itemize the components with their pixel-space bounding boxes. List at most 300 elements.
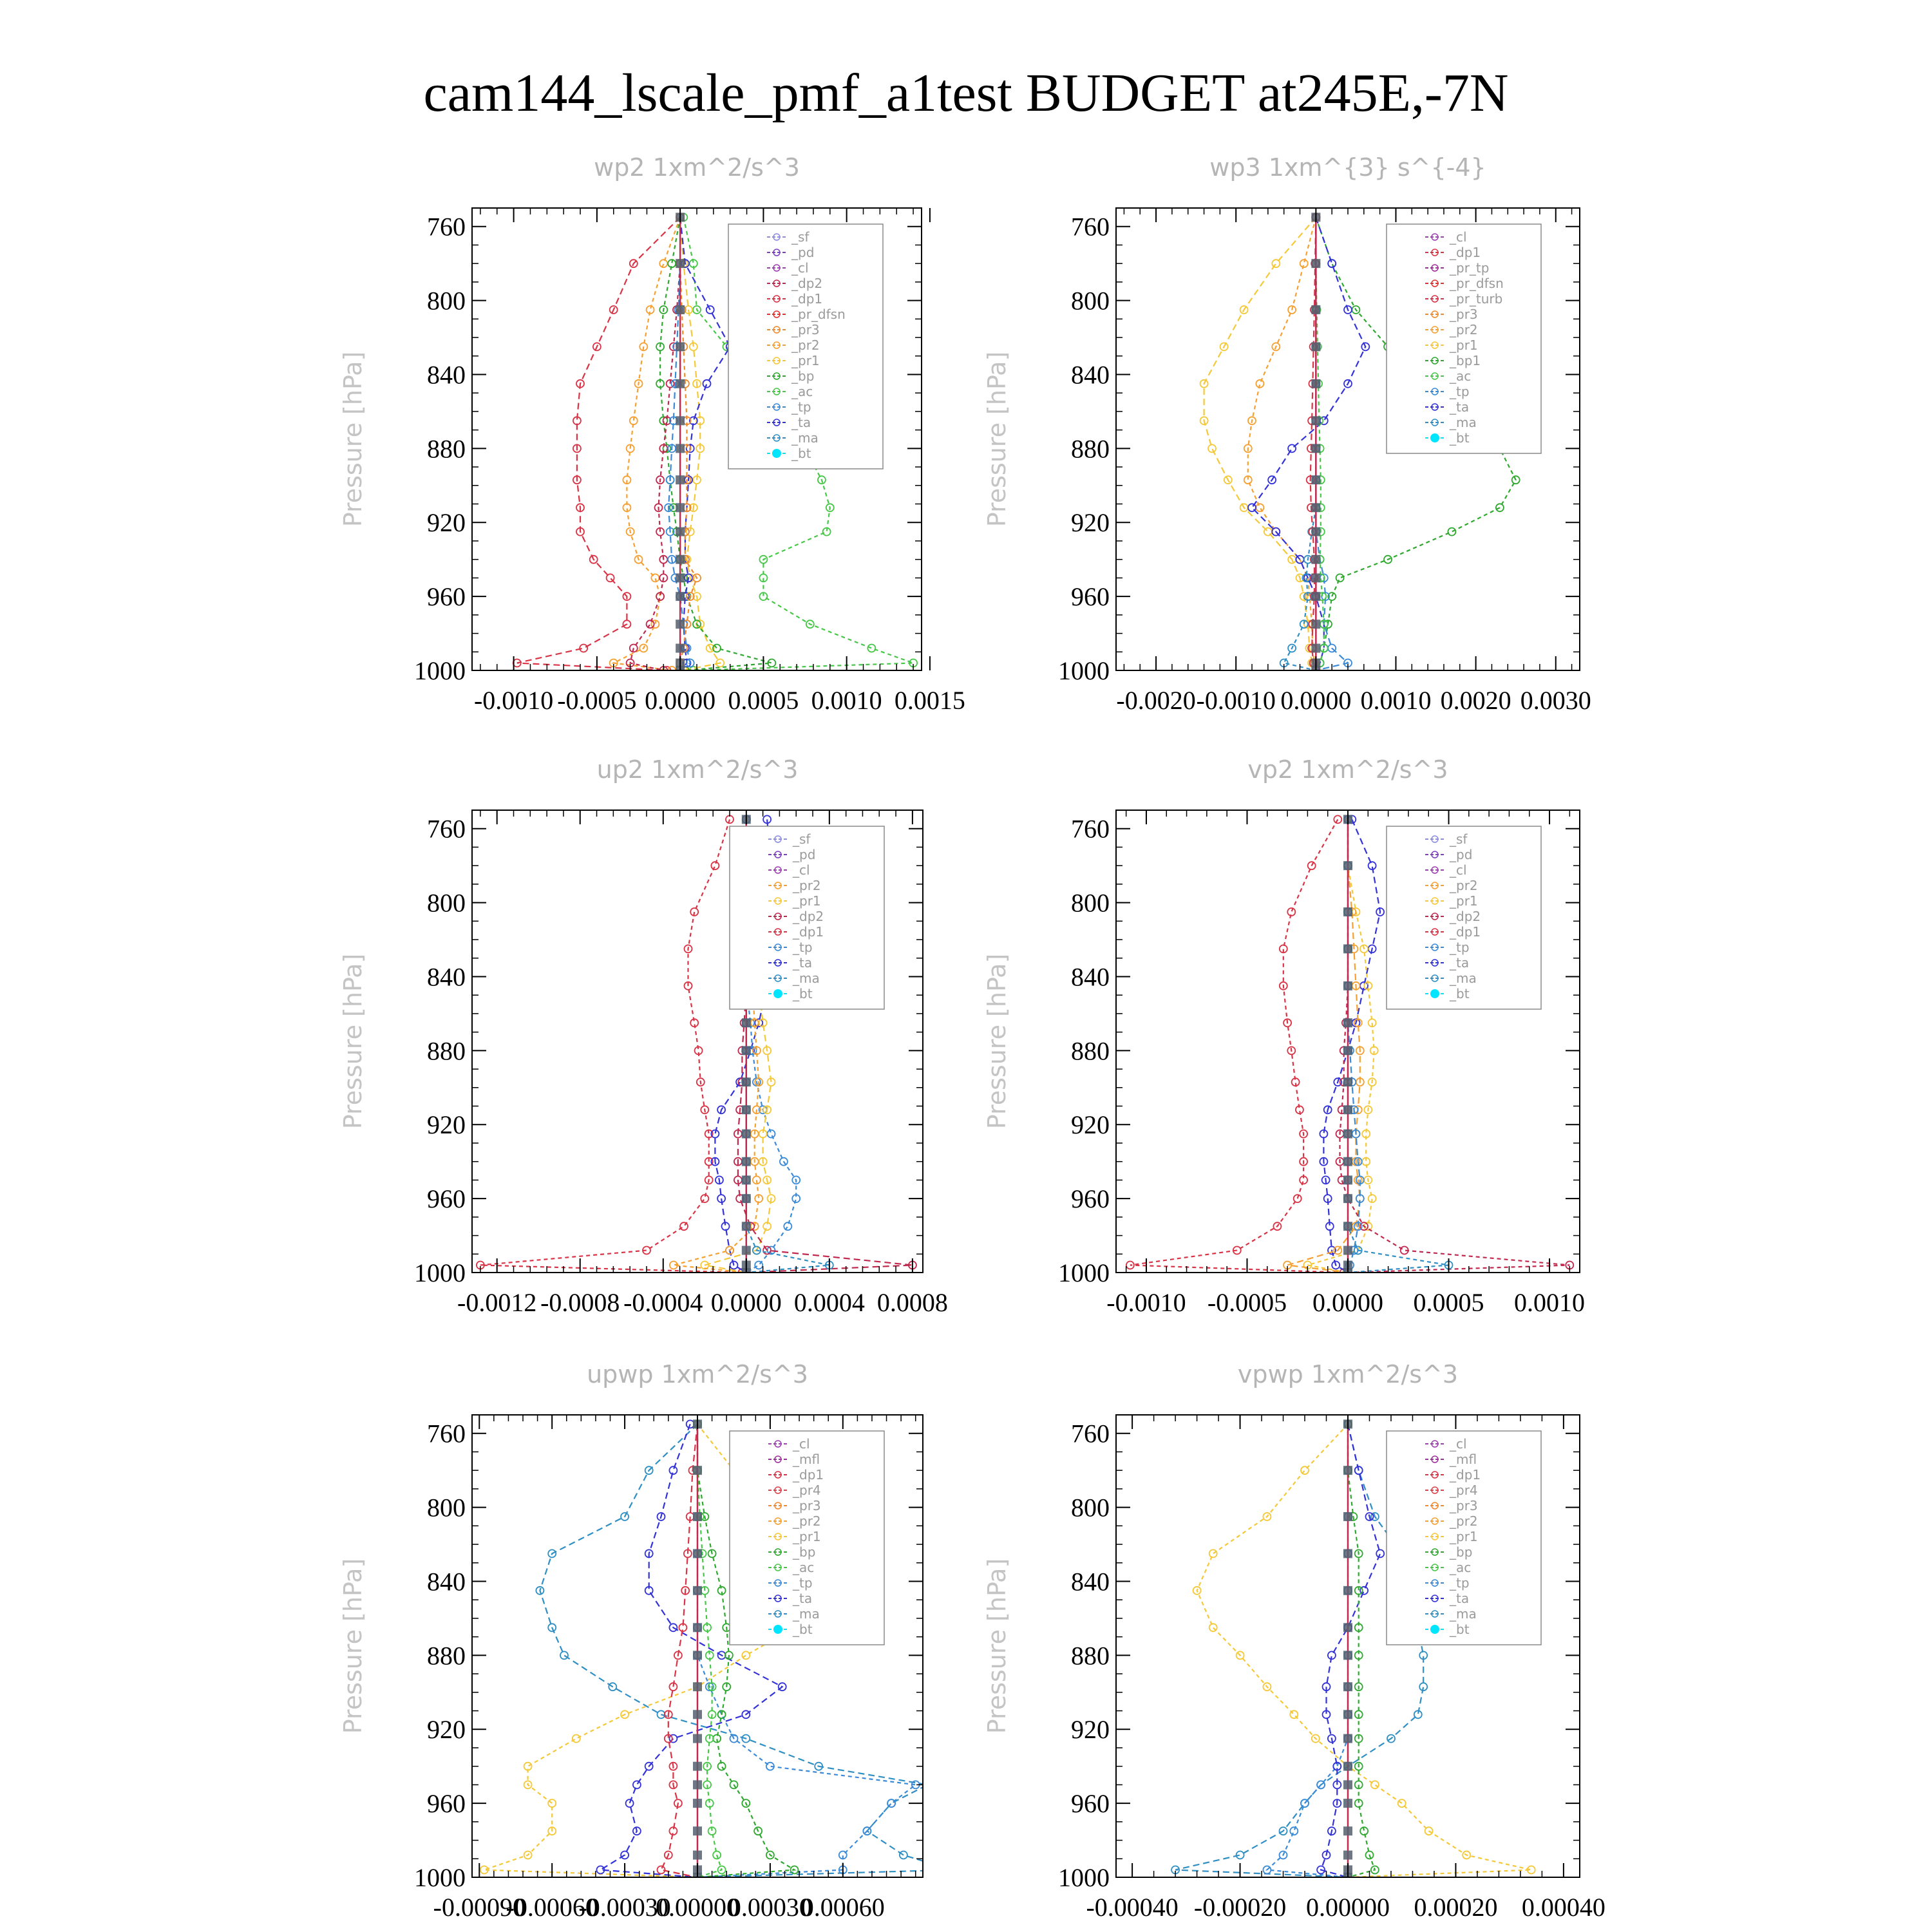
legend-label-sf: _sf: [793, 831, 811, 847]
y-axis-label: Pressure [hPa]: [983, 953, 1011, 1130]
series-point-dp1: [607, 574, 614, 582]
legend-label-dp1: _dp1: [791, 291, 823, 307]
x-tick-label: -0.0008: [540, 1288, 620, 1317]
panel-title: vp2 1xm^2/s^3: [1247, 755, 1448, 784]
zero-marker: [1343, 1682, 1352, 1691]
series-point-ac: [867, 645, 875, 652]
zero-marker: [1343, 1762, 1352, 1771]
zero-marker: [1311, 620, 1320, 629]
x-tick-label: -0.00030: [578, 1893, 671, 1922]
series-point-pr1: [1209, 1549, 1217, 1557]
zero-marker: [676, 416, 685, 425]
zero-marker: [1311, 644, 1320, 653]
zero-marker: [676, 592, 685, 601]
legend: [730, 1431, 884, 1645]
zero-marker: [1343, 1105, 1352, 1114]
legend-marker-bt: [1430, 433, 1439, 442]
zero-marker: [1343, 907, 1352, 916]
series-point-ta: [703, 380, 711, 388]
zero-marker: [693, 1780, 702, 1789]
y-tick-label: 920: [1071, 508, 1110, 538]
legend: [730, 826, 884, 1009]
legend-label-ta: _ta: [791, 415, 811, 430]
zero-marker: [1311, 475, 1320, 484]
legend-label-sf: _sf: [1450, 831, 1468, 847]
zero-marker: [1343, 1194, 1352, 1203]
y-axis-label: Pressure [hPa]: [339, 351, 367, 527]
series-point-pr2: [659, 260, 667, 267]
zero-marker: [693, 1682, 702, 1691]
y-tick-label: 800: [427, 286, 466, 316]
x-tick-label: 0.0008: [876, 1288, 948, 1317]
legend-marker-bt: [772, 449, 781, 458]
y-tick-label: 840: [1071, 962, 1110, 992]
y-axis-label: Pressure [hPa]: [339, 1558, 367, 1734]
legend-marker-bt: [1430, 989, 1439, 998]
series-point-tp: [887, 1799, 895, 1807]
zero-marker: [1343, 981, 1352, 990]
zero-marker: [1343, 1826, 1352, 1835]
zero-marker: [1343, 861, 1352, 870]
legend-label-pr1: _pr1: [1450, 1529, 1478, 1544]
legend-label-cl: _cl: [1450, 862, 1467, 878]
zero-marker: [1311, 342, 1320, 351]
legend-label-dp2: _dp2: [793, 909, 824, 924]
legend-marker-bt: [773, 1625, 782, 1634]
series-point-pr1: [1209, 1624, 1217, 1631]
legend-label-tp: _tp: [1450, 940, 1470, 955]
legend-label-bt: _bt: [1450, 986, 1470, 1001]
series-point-dp1: [680, 1222, 688, 1230]
legend-label-dp2: _dp2: [1450, 909, 1481, 924]
x-tick-label: 0.00000: [1306, 1893, 1390, 1922]
legend-label-pr4: _pr4: [1450, 1482, 1478, 1498]
series-line-dp1: [1130, 819, 1344, 1273]
series-point-pr1: [1208, 444, 1216, 452]
series-line-ta: [1323, 819, 1380, 1273]
zero-marker: [1311, 416, 1320, 425]
series-line-pr2: [614, 217, 680, 670]
x-tick-label: -0.0020: [1116, 686, 1196, 715]
x-tick-label: -0.0005: [1207, 1288, 1287, 1317]
legend-label-pr2: _pr2: [1450, 878, 1478, 893]
x-tick-label: -0.00090: [433, 1893, 526, 1922]
series-point-pr1: [573, 1735, 580, 1743]
y-tick-label: 840: [1071, 360, 1110, 390]
zero-marker: [742, 1105, 751, 1114]
series-point-ma: [948, 1866, 956, 1874]
zero-marker: [1343, 1046, 1352, 1055]
zero-marker: [1311, 573, 1320, 582]
legend-label-dp1: _dp1: [1450, 245, 1481, 260]
x-tick-label: 0.00030: [728, 1893, 812, 1922]
legend-label-pr3: _pr3: [1450, 307, 1478, 322]
series-line-ta: [1321, 1424, 1380, 1877]
panel-title: up2 1xm^2/s^3: [596, 755, 799, 784]
legend-label-pr-dfsn: _pr_dfsn: [791, 307, 846, 322]
y-tick-label: 840: [427, 1567, 466, 1596]
legend-label-pr-dfsn: _pr_dfsn: [1450, 276, 1504, 291]
legend-label-pr2: _pr2: [793, 878, 821, 893]
zero-marker: [693, 1851, 702, 1860]
y-tick-label: 920: [427, 508, 466, 538]
legend-label-ta: _ta: [1450, 399, 1470, 415]
series-point-pr1: [548, 1799, 556, 1807]
series-point-dp1: [711, 862, 719, 869]
zero-marker: [693, 1623, 702, 1632]
zero-marker: [1343, 1175, 1352, 1184]
zero-marker: [742, 1175, 751, 1184]
series-line-dp1: [480, 819, 743, 1273]
zero-marker: [1311, 503, 1320, 512]
zero-marker: [676, 620, 685, 629]
zero-marker: [693, 1549, 702, 1558]
legend-label-bt: _bt: [791, 446, 811, 461]
legend: [1387, 1431, 1541, 1645]
x-tick-label: 0.0010: [1514, 1288, 1586, 1317]
zero-marker: [1311, 379, 1320, 388]
zero-marker: [1343, 1077, 1352, 1086]
zero-marker: [742, 1130, 751, 1139]
series-point-ma: [924, 1781, 932, 1788]
legend-label-pr2: _pr2: [1450, 1513, 1478, 1529]
y-tick-label: 1000: [414, 1863, 466, 1892]
panel-title: wp2 1xm^2/s^3: [594, 153, 800, 182]
legend-label-pr2: _pr2: [1450, 322, 1478, 337]
y-tick-label: 960: [427, 582, 466, 612]
zero-marker: [1343, 1851, 1352, 1860]
zero-marker: [1343, 1799, 1352, 1808]
y-tick-label: 880: [427, 434, 466, 464]
legend-label-bt: _bt: [793, 1622, 813, 1637]
series-point-pr2: [1256, 504, 1264, 511]
legend-label-ac: _ac: [1450, 368, 1472, 384]
zero-marker: [1311, 555, 1320, 564]
legend: [1387, 224, 1541, 453]
legend-label-cl: _cl: [791, 260, 809, 276]
series-point-bp1: [1448, 528, 1455, 536]
y-tick-label: 800: [427, 1493, 466, 1522]
legend-label-pr2: _pr2: [793, 1513, 821, 1529]
series-line-pr2: [1248, 217, 1316, 670]
panel-up2: [339, 755, 948, 1317]
zero-marker: [693, 1466, 702, 1475]
zero-marker: [1343, 944, 1352, 953]
x-tick-label: -0.00040: [1086, 1893, 1179, 1922]
y-axis-label: Pressure [hPa]: [339, 953, 367, 1130]
legend-label-pd: _pd: [793, 847, 816, 862]
zero-marker: [693, 1799, 702, 1808]
legend-label-pr3: _pr3: [791, 322, 820, 337]
zero-marker: [742, 1157, 751, 1166]
x-tick-label: 0.0000: [645, 686, 716, 715]
zero-marker: [742, 1046, 751, 1055]
zero-marker: [693, 1734, 702, 1743]
x-tick-label: 0.0000: [710, 1288, 782, 1317]
legend-label-bp: _bp: [1450, 1544, 1473, 1560]
y-tick-label: 1000: [1058, 656, 1110, 685]
legend-label-pr1: _pr1: [1450, 893, 1478, 909]
y-tick-label: 840: [1071, 1567, 1110, 1596]
legend-label-ma: _ma: [791, 430, 819, 446]
legend-label-pd: _pd: [1450, 847, 1473, 862]
y-tick-label: 920: [1071, 1110, 1110, 1140]
legend-label-ac: _ac: [1450, 1560, 1472, 1575]
y-tick-label: 760: [1071, 1419, 1110, 1448]
zero-marker: [1343, 1710, 1352, 1719]
legend-label-bt: _bt: [1450, 430, 1470, 446]
legend-label-cl: _cl: [1450, 1436, 1467, 1452]
zero-marker: [1343, 1018, 1352, 1027]
legend-label-tp: _tp: [793, 940, 813, 955]
legend-label-pr3: _pr3: [793, 1498, 821, 1513]
y-tick-label: 880: [427, 1036, 466, 1066]
legend-label-dp2: _dp2: [791, 276, 823, 291]
legend-label-pr1: _pr1: [793, 893, 821, 909]
zero-marker: [1343, 1512, 1352, 1521]
zero-marker: [1311, 444, 1320, 453]
legend-label-ta: _ta: [1450, 1591, 1470, 1606]
y-tick-label: 960: [427, 1789, 466, 1819]
x-tick-label: -0.0012: [457, 1288, 537, 1317]
legend-label-bp: _bp: [793, 1544, 816, 1560]
legend-label-cl: _cl: [1450, 229, 1467, 245]
series-point-pr1: [742, 1651, 750, 1659]
legend-label-bp: _bp: [791, 368, 815, 384]
x-tick-label: 0.0005: [1413, 1288, 1484, 1317]
y-axis-label: Pressure [hPa]: [983, 351, 1011, 527]
legend-label-dp1: _dp1: [1450, 1467, 1481, 1482]
zero-marker: [1343, 1549, 1352, 1558]
zero-marker: [676, 342, 685, 351]
series-line-dp1: [1311, 217, 1316, 670]
x-tick-label: 0.0004: [793, 1288, 865, 1317]
series-point-bp1: [1336, 574, 1344, 582]
legend-label-cl: _cl: [793, 862, 810, 878]
x-tick-label: 0.0020: [1440, 686, 1511, 715]
panel-wp3: [983, 153, 1591, 715]
y-tick-label: 760: [427, 1419, 466, 1448]
legend-label-pr1: _pr1: [793, 1529, 821, 1544]
series-point-ma: [560, 1651, 568, 1659]
series-line-bp: [1348, 1424, 1375, 1877]
zero-marker: [693, 1826, 702, 1835]
zero-marker: [1343, 1651, 1352, 1660]
legend-label-ma: _ma: [1450, 971, 1477, 986]
series-point-ta: [1376, 1549, 1384, 1557]
x-tick-label: -0.0005: [557, 686, 637, 715]
y-tick-label: 760: [1071, 814, 1110, 844]
series-line-ma: [1284, 217, 1316, 670]
panel-title: wp3 1xm^{3} s^{-4}: [1209, 153, 1486, 182]
zero-marker: [693, 1651, 702, 1660]
legend-label-pr4: _pr4: [793, 1482, 821, 1498]
series-line-pr1: [1204, 217, 1316, 670]
zero-marker: [1311, 527, 1320, 536]
zero-marker: [1343, 1623, 1352, 1632]
zero-marker: [693, 1710, 702, 1719]
y-tick-label: 800: [1071, 888, 1110, 918]
zero-marker: [1311, 305, 1320, 314]
panel-vpwp: [983, 1360, 1605, 1922]
y-tick-label: 880: [1071, 1036, 1110, 1066]
panels: [339, 153, 1605, 1922]
y-tick-label: 960: [1071, 1184, 1110, 1214]
zero-marker: [1311, 592, 1320, 601]
figure-title: cam144_lscale_pmf_a1test BUDGET at245E,-7N: [423, 63, 1509, 123]
series-line-dp1: [661, 1424, 698, 1877]
zero-marker: [676, 475, 685, 484]
legend-label-pr-tp: _pr_tp: [1450, 260, 1490, 276]
y-tick-label: 920: [427, 1715, 466, 1745]
y-tick-label: 760: [427, 814, 466, 844]
x-tick-label: 0.00020: [1414, 1893, 1498, 1922]
zero-marker: [1343, 1780, 1352, 1789]
series-line-pr3: [680, 217, 697, 670]
legend-label-dp1: _dp1: [793, 1467, 824, 1482]
zero-marker: [1343, 1586, 1352, 1595]
x-tick-label: 0.0030: [1520, 686, 1591, 715]
legend-label-mfl: _mfl: [793, 1452, 820, 1467]
series-point-tp: [768, 1130, 775, 1138]
legend-label-cl: _cl: [793, 1436, 810, 1452]
legend-label-pr-turb: _pr_turb: [1450, 291, 1503, 307]
zero-marker: [676, 259, 685, 268]
zero-marker: [693, 1512, 702, 1521]
series-point-pr1: [1290, 1710, 1298, 1718]
x-tick-label: 0.00040: [1521, 1893, 1605, 1922]
x-tick-label: 0.0005: [728, 686, 799, 715]
y-tick-label: 960: [1071, 1789, 1110, 1819]
series-point-pr1: [1301, 1466, 1309, 1474]
y-tick-label: 1000: [414, 656, 466, 685]
legend-label-ta: _ta: [1450, 955, 1470, 971]
y-tick-label: 880: [427, 1641, 466, 1671]
zero-marker: [742, 1194, 751, 1203]
legend: [1387, 826, 1541, 1009]
legend-marker-bt: [1430, 1625, 1439, 1634]
zero-marker: [676, 379, 685, 388]
legend-label-tp: _tp: [1450, 384, 1470, 399]
zero-marker: [676, 555, 685, 564]
y-tick-label: 760: [1071, 212, 1110, 242]
y-tick-label: 800: [1071, 286, 1110, 316]
y-tick-label: 960: [1071, 582, 1110, 612]
zero-marker: [1343, 1466, 1352, 1475]
zero-marker: [676, 527, 685, 536]
x-tick-label: 0.0010: [1360, 686, 1432, 715]
zero-marker: [1343, 1246, 1352, 1255]
legend-label-pr1: _pr1: [1450, 337, 1478, 353]
panel-title: upwp 1xm^2/s^3: [587, 1360, 808, 1388]
y-tick-label: 760: [427, 212, 466, 242]
legend-label-pr2: _pr2: [791, 337, 820, 353]
legend-label-ac: _ac: [791, 384, 813, 399]
zero-marker: [676, 503, 685, 512]
zero-marker: [1311, 259, 1320, 268]
x-tick-label: 0.0015: [894, 686, 965, 715]
y-tick-label: 920: [427, 1110, 466, 1140]
x-tick-label: -0.0010: [473, 686, 554, 715]
y-tick-label: 840: [427, 962, 466, 992]
x-tick-label: 0.00000: [656, 1893, 739, 1922]
legend-label-bt: _bt: [1450, 1622, 1470, 1637]
zero-marker: [676, 305, 685, 314]
zero-marker: [1343, 1734, 1352, 1743]
series-point-dp1: [1287, 908, 1295, 916]
series-line-pr2: [1287, 819, 1360, 1273]
legend-label-pr1: _pr1: [791, 353, 820, 368]
series-point-pr1: [1398, 1799, 1406, 1807]
x-tick-label: -0.00020: [1193, 1893, 1287, 1922]
y-tick-label: 1000: [1058, 1863, 1110, 1892]
y-tick-label: 1000: [414, 1258, 466, 1287]
zero-marker: [676, 644, 685, 653]
legend-marker-bt: [773, 989, 782, 998]
legend-label-ac: _ac: [793, 1560, 815, 1575]
panel-wp2: [339, 153, 965, 715]
series-point-ta: [1288, 444, 1296, 452]
series-line-ta: [1252, 217, 1365, 670]
series-line-pr1: [1307, 819, 1374, 1273]
series-point-tp: [755, 1262, 762, 1269]
series-point-ta: [1328, 260, 1336, 267]
series-line-ta: [680, 217, 730, 670]
legend: [728, 224, 883, 469]
series-point-pr1: [1371, 1781, 1379, 1788]
y-tick-label: 920: [1071, 1715, 1110, 1745]
zero-marker: [676, 573, 685, 582]
legend-label-ma: _ma: [1450, 415, 1477, 430]
series-point-tp: [784, 1222, 791, 1230]
legend-label-tp: _tp: [793, 1575, 813, 1591]
legend-label-tp: _tp: [791, 399, 811, 415]
series-line-dp1: [517, 217, 680, 670]
zero-marker: [742, 1222, 751, 1231]
panel-upwp: [339, 1360, 956, 1922]
legend-label-ta: _ta: [793, 955, 813, 971]
legend-label-bp1: _bp1: [1450, 353, 1481, 368]
series-point-pr1: [1272, 260, 1280, 267]
series-point-dp2: [647, 620, 654, 628]
zero-marker: [693, 1586, 702, 1595]
y-tick-label: 1000: [1058, 1258, 1110, 1287]
series-point-ta: [1248, 504, 1256, 511]
legend-label-ma: _ma: [1450, 1606, 1477, 1622]
series-point-ta: [633, 1781, 641, 1788]
x-tick-label: -0.00060: [506, 1893, 598, 1922]
x-tick-label: -0.0010: [1106, 1288, 1186, 1317]
y-tick-label: 800: [427, 888, 466, 918]
panel-title: vpwp 1xm^2/s^3: [1237, 1360, 1459, 1388]
legend-label-ta: _ta: [793, 1591, 813, 1606]
y-axis-label: Pressure [hPa]: [983, 1558, 1011, 1734]
legend-label-ma: _ma: [793, 971, 820, 986]
legend-label-sf: _sf: [791, 229, 810, 245]
x-tick-label: -0.0010: [1196, 686, 1276, 715]
legend-label-dp1: _dp1: [793, 924, 824, 940]
legend-label-dp1: _dp1: [1450, 924, 1481, 940]
zero-marker: [742, 1077, 751, 1086]
zero-marker: [1343, 1130, 1352, 1139]
series-point-pr1: [1264, 528, 1272, 536]
zero-marker: [1343, 1157, 1352, 1166]
legend-label-mfl: _mfl: [1450, 1452, 1477, 1467]
y-tick-label: 840: [427, 360, 466, 390]
zero-marker: [742, 1246, 751, 1255]
y-tick-label: 960: [427, 1184, 466, 1214]
panel-vp2: [983, 755, 1585, 1317]
